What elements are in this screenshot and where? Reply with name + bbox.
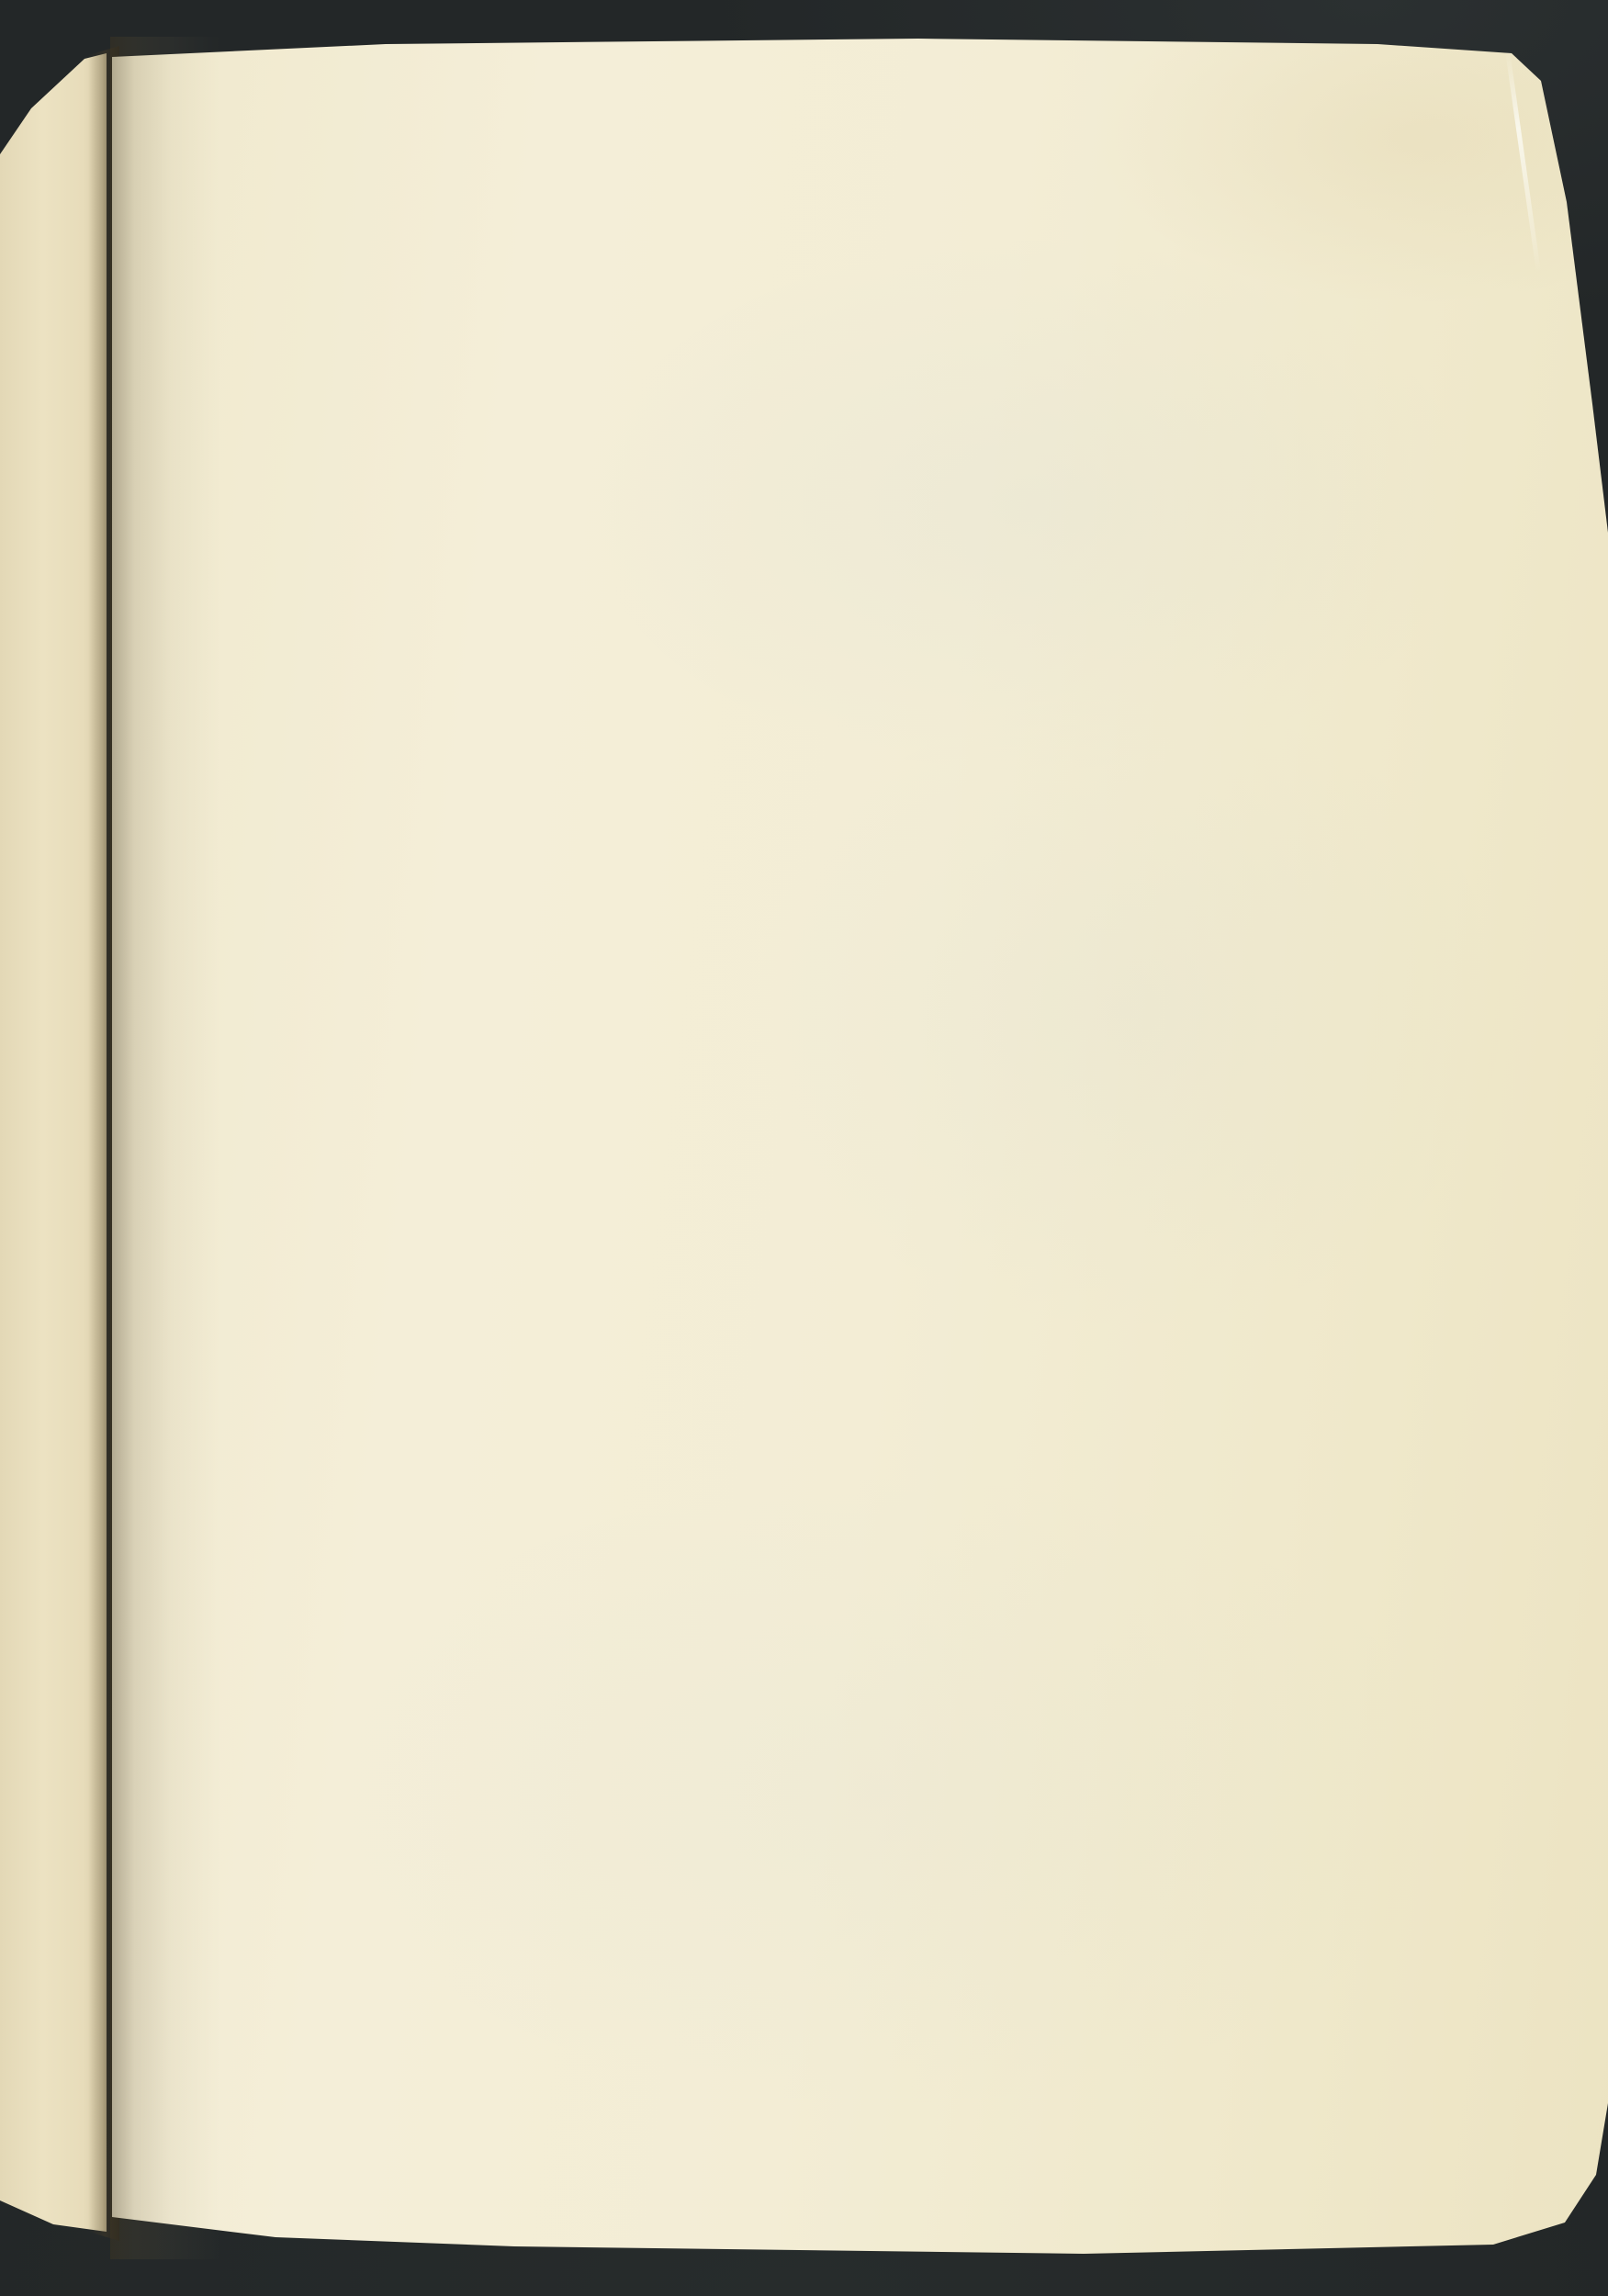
page-gutter-shading xyxy=(110,37,220,2259)
